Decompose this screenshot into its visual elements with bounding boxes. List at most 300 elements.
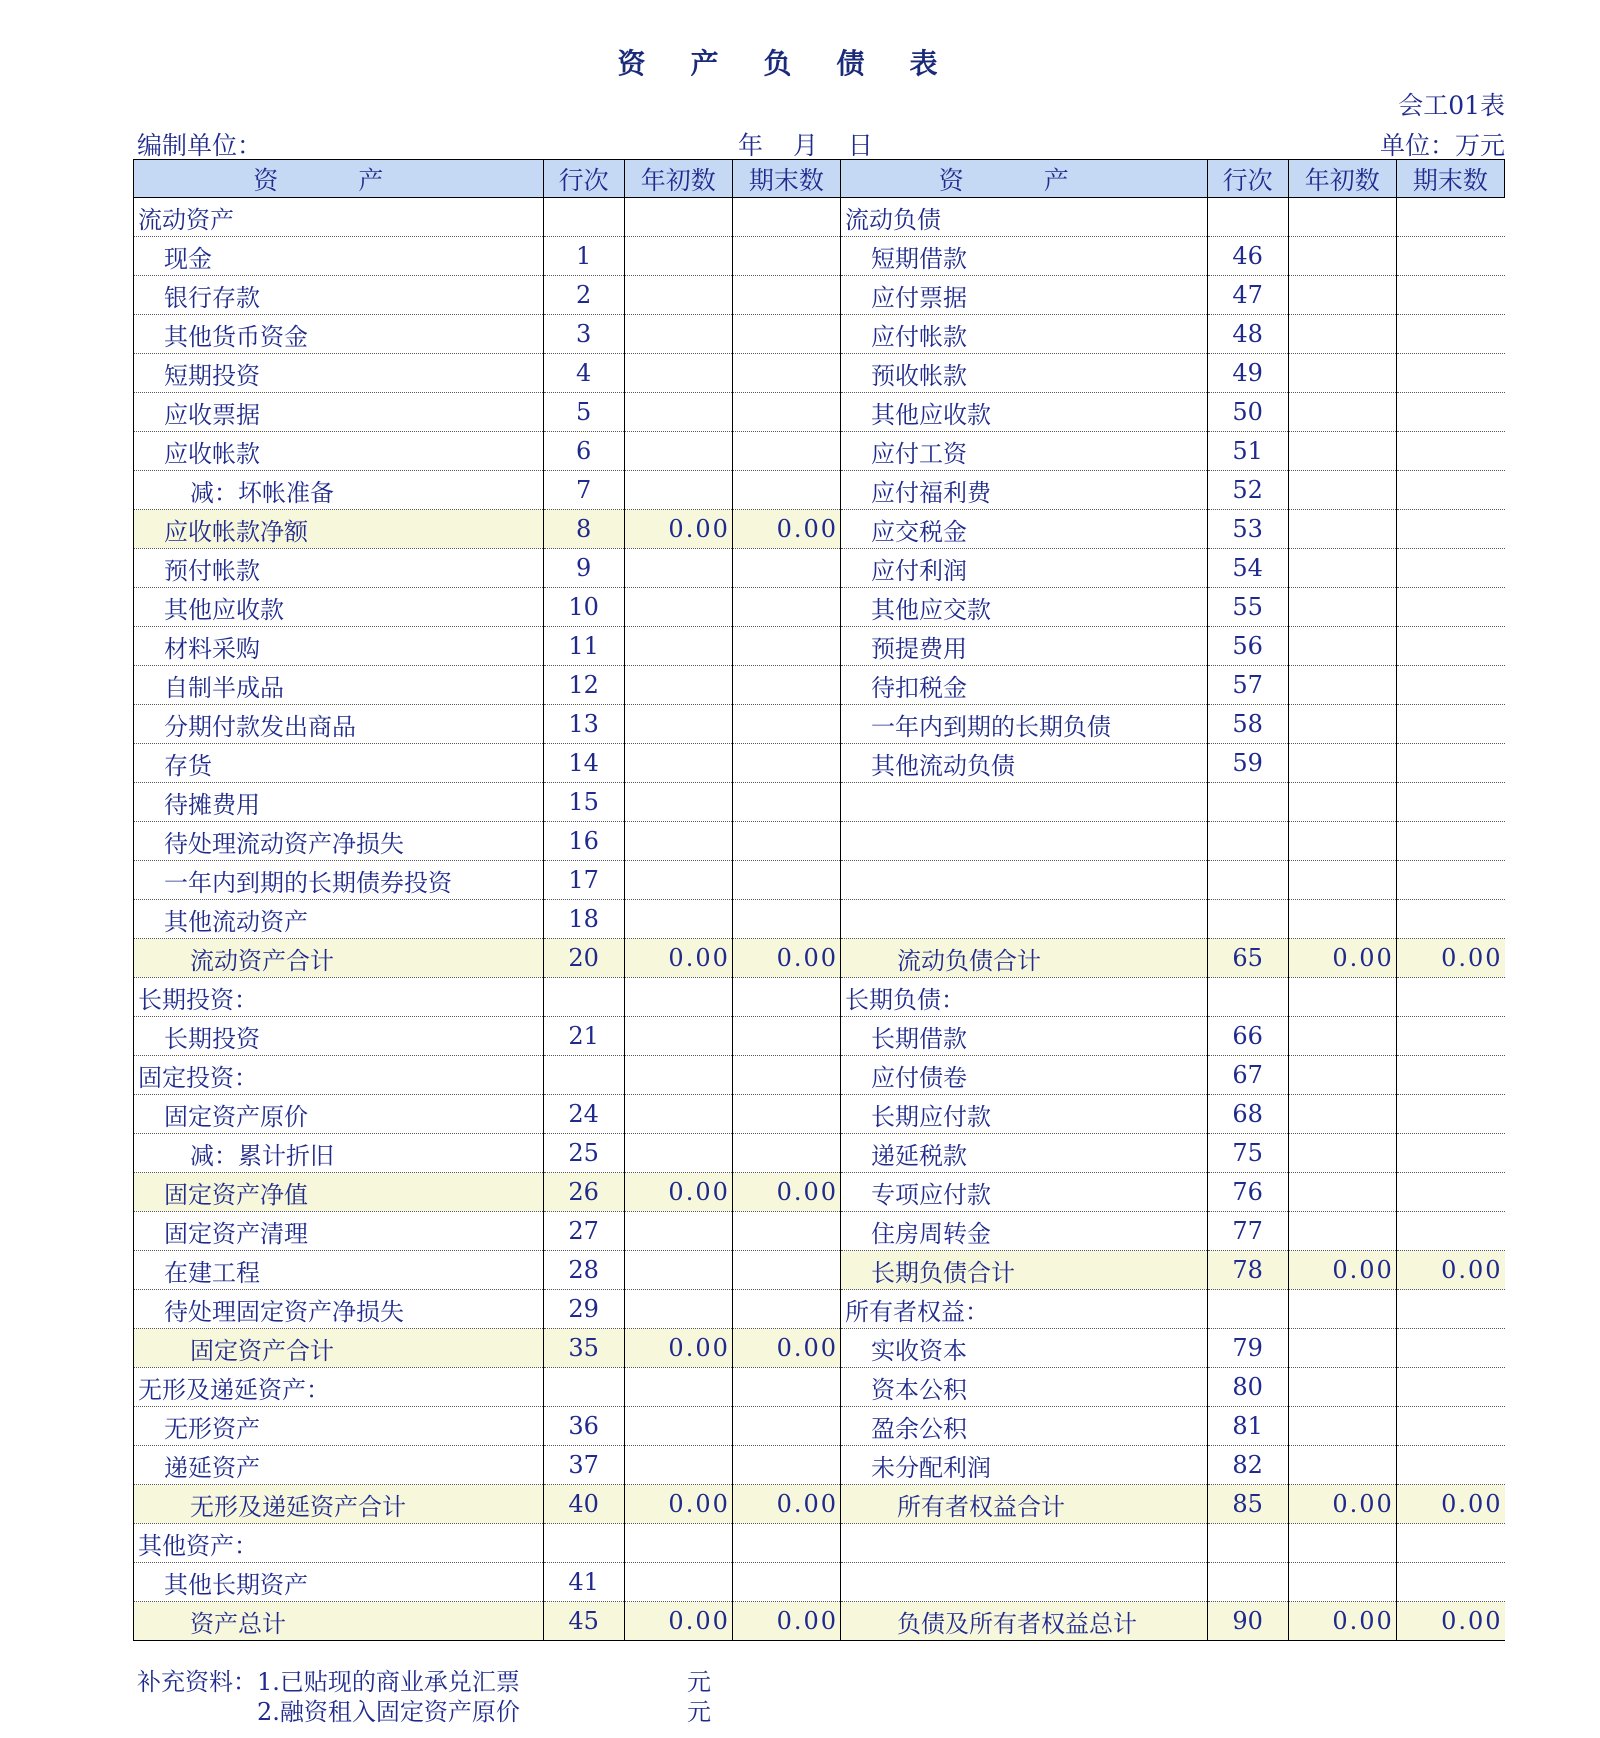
left-begin-amount[interactable] bbox=[624, 393, 732, 432]
right-line-no: 77 bbox=[1207, 1212, 1288, 1251]
left-line-no bbox=[543, 978, 624, 1017]
right-end-amount[interactable] bbox=[1396, 861, 1504, 900]
left-end-amount[interactable] bbox=[732, 588, 840, 627]
right-end-amount[interactable] bbox=[1396, 1173, 1504, 1212]
left-begin-amount[interactable] bbox=[624, 900, 732, 939]
left-begin-amount[interactable] bbox=[624, 276, 732, 315]
right-begin-amount[interactable] bbox=[1288, 705, 1396, 744]
left-end-amount[interactable] bbox=[732, 1290, 840, 1329]
right-item-name: 长期负债合计 bbox=[841, 1251, 1208, 1290]
left-end-amount[interactable] bbox=[732, 315, 840, 354]
left-begin-amount[interactable] bbox=[624, 783, 732, 822]
left-item-name: 固定投资： bbox=[134, 1056, 544, 1095]
right-begin-amount[interactable] bbox=[1288, 861, 1396, 900]
left-item-name: 递延资产 bbox=[134, 1446, 544, 1485]
left-end-amount[interactable] bbox=[732, 744, 840, 783]
right-begin-amount[interactable] bbox=[1288, 822, 1396, 861]
left-end-amount[interactable] bbox=[732, 1251, 840, 1290]
left-line-no: 45 bbox=[543, 1602, 624, 1641]
left-begin-amount[interactable] bbox=[624, 237, 732, 276]
right-line-no: 68 bbox=[1207, 1095, 1288, 1134]
left-item-name: 减：坏帐准备 bbox=[134, 471, 544, 510]
left-begin-amount[interactable] bbox=[624, 1251, 732, 1290]
left-begin-amount[interactable] bbox=[624, 1134, 732, 1173]
left-begin-amount[interactable]: 0.00 bbox=[624, 1173, 732, 1212]
right-line-no: 78 bbox=[1207, 1251, 1288, 1290]
left-item-name: 分期付款发出商品 bbox=[134, 705, 544, 744]
right-item-name: 应付帐款 bbox=[841, 315, 1208, 354]
right-end-amount[interactable]: 0.00 bbox=[1396, 1251, 1504, 1290]
left-end-amount[interactable] bbox=[732, 900, 840, 939]
right-begin-amount[interactable] bbox=[1288, 1212, 1396, 1251]
left-line-no: 14 bbox=[543, 744, 624, 783]
right-item-name bbox=[841, 822, 1208, 861]
right-end-amount[interactable] bbox=[1396, 276, 1504, 315]
left-end-amount[interactable] bbox=[732, 1212, 840, 1251]
supplement-label: 补充资料： bbox=[137, 1668, 257, 1696]
left-item-name: 银行存款 bbox=[134, 276, 544, 315]
right-item-name bbox=[841, 783, 1208, 822]
right-end-amount[interactable] bbox=[1396, 978, 1504, 1017]
right-end-amount[interactable] bbox=[1396, 744, 1504, 783]
left-end-amount[interactable] bbox=[732, 705, 840, 744]
table-row bbox=[134, 276, 1505, 315]
left-item-name: 长期投资 bbox=[134, 1017, 544, 1056]
date-label: 年 月 日 bbox=[738, 131, 873, 160]
right-line-no: 47 bbox=[1207, 276, 1288, 315]
left-begin-amount[interactable] bbox=[624, 1212, 732, 1251]
table-row bbox=[134, 1524, 1505, 1563]
left-end-amount[interactable] bbox=[732, 1134, 840, 1173]
table-row bbox=[134, 1134, 1505, 1173]
left-item-name: 待处理流动资产净损失 bbox=[134, 822, 544, 861]
left-line-no: 5 bbox=[543, 393, 624, 432]
right-end-amount[interactable] bbox=[1396, 1563, 1504, 1602]
table-row bbox=[134, 1446, 1505, 1485]
right-end-amount[interactable] bbox=[1396, 354, 1504, 393]
left-end-amount[interactable] bbox=[732, 1563, 840, 1602]
left-item-name: 应收帐款净额 bbox=[134, 510, 544, 549]
right-item-name: 长期负债： bbox=[841, 978, 1208, 1017]
right-begin-amount[interactable] bbox=[1288, 1563, 1396, 1602]
left-begin-amount[interactable] bbox=[624, 1056, 732, 1095]
left-line-no: 41 bbox=[543, 1563, 624, 1602]
left-begin-amount[interactable] bbox=[624, 978, 732, 1017]
left-item-name: 减：累计折旧 bbox=[134, 1134, 544, 1173]
right-line-no: 53 bbox=[1207, 510, 1288, 549]
left-end-amount[interactable]: 0.00 bbox=[732, 1485, 840, 1524]
left-end-amount[interactable] bbox=[732, 666, 840, 705]
left-end-amount[interactable] bbox=[732, 1407, 840, 1446]
right-line-no: 75 bbox=[1207, 1134, 1288, 1173]
right-item-name bbox=[841, 1524, 1208, 1563]
right-begin-amount[interactable] bbox=[1288, 783, 1396, 822]
supplement-item-text: 1.已贴现的商业承兑汇票 bbox=[257, 1668, 520, 1696]
left-item-name: 固定资产清理 bbox=[134, 1212, 544, 1251]
right-item-name: 长期应付款 bbox=[841, 1095, 1208, 1134]
table-row bbox=[134, 198, 1505, 237]
right-end-amount[interactable] bbox=[1396, 1056, 1504, 1095]
right-begin-amount[interactable]: 0.00 bbox=[1288, 1251, 1396, 1290]
left-begin-amount[interactable] bbox=[624, 315, 732, 354]
table-row bbox=[134, 822, 1505, 861]
table-row bbox=[134, 900, 1505, 939]
right-line-no bbox=[1207, 1524, 1288, 1563]
right-end-amount[interactable] bbox=[1396, 432, 1504, 471]
right-line-no: 52 bbox=[1207, 471, 1288, 510]
right-end-amount[interactable] bbox=[1396, 1290, 1504, 1329]
table-row bbox=[134, 1485, 1505, 1524]
left-item-name: 自制半成品 bbox=[134, 666, 544, 705]
table-row bbox=[134, 1251, 1505, 1290]
right-begin-amount[interactable] bbox=[1288, 276, 1396, 315]
right-begin-amount[interactable] bbox=[1288, 900, 1396, 939]
left-item-name: 长期投资： bbox=[134, 978, 544, 1017]
right-item-name: 应付工资 bbox=[841, 432, 1208, 471]
right-item-name: 专项应付款 bbox=[841, 1173, 1208, 1212]
left-begin-amount[interactable]: 0.00 bbox=[624, 1485, 732, 1524]
left-begin-amount[interactable] bbox=[624, 1563, 732, 1602]
right-begin-amount[interactable] bbox=[1288, 978, 1396, 1017]
right-item-name: 其他应收款 bbox=[841, 393, 1208, 432]
left-begin-amount[interactable] bbox=[624, 861, 732, 900]
left-end-amount[interactable] bbox=[732, 822, 840, 861]
right-item-name: 待扣税金 bbox=[841, 666, 1208, 705]
right-item-name: 住房周转金 bbox=[841, 1212, 1208, 1251]
left-begin-amount[interactable] bbox=[624, 627, 732, 666]
right-item-name: 盈余公积 bbox=[841, 1407, 1208, 1446]
right-line-no bbox=[1207, 1563, 1288, 1602]
right-end-amount[interactable] bbox=[1396, 1407, 1504, 1446]
right-end-amount[interactable] bbox=[1396, 237, 1504, 276]
left-end-amount[interactable] bbox=[732, 1095, 840, 1134]
left-end-amount[interactable] bbox=[732, 354, 840, 393]
right-begin-amount[interactable]: 0.00 bbox=[1288, 939, 1396, 978]
left-line-no bbox=[543, 198, 624, 237]
right-item-name: 流动负债合计 bbox=[841, 939, 1208, 978]
header-liabilities: 资产 bbox=[841, 160, 1208, 198]
left-begin-amount[interactable]: 0.00 bbox=[624, 510, 732, 549]
page-title: 资产负债表 bbox=[617, 47, 983, 80]
table-row bbox=[134, 666, 1505, 705]
table-row bbox=[134, 705, 1505, 744]
left-end-amount[interactable] bbox=[732, 432, 840, 471]
left-item-name: 待处理固定资产净损失 bbox=[134, 1290, 544, 1329]
supplement-item-text: 2.融资租入固定资产原价 bbox=[257, 1698, 520, 1726]
left-item-name: 资产总计 bbox=[134, 1602, 544, 1641]
left-end-amount[interactable]: 0.00 bbox=[732, 510, 840, 549]
right-end-amount[interactable] bbox=[1396, 1368, 1504, 1407]
right-line-no: 82 bbox=[1207, 1446, 1288, 1485]
right-item-name bbox=[841, 1563, 1208, 1602]
left-line-no: 27 bbox=[543, 1212, 624, 1251]
supplement-item-unit: 元 bbox=[687, 1698, 711, 1726]
left-begin-amount[interactable] bbox=[624, 666, 732, 705]
right-begin-amount[interactable] bbox=[1288, 666, 1396, 705]
preparing-unit-label: 编制单位： bbox=[137, 131, 263, 160]
right-begin-amount[interactable] bbox=[1288, 1134, 1396, 1173]
right-end-amount[interactable] bbox=[1396, 315, 1504, 354]
left-line-no: 12 bbox=[543, 666, 624, 705]
left-line-no: 2 bbox=[543, 276, 624, 315]
left-end-amount[interactable]: 0.00 bbox=[732, 939, 840, 978]
table-row bbox=[134, 510, 1505, 549]
balance-sheet-table bbox=[133, 159, 1505, 1641]
table-row bbox=[134, 588, 1505, 627]
left-begin-amount[interactable] bbox=[624, 549, 732, 588]
left-end-amount[interactable] bbox=[732, 1017, 840, 1056]
table-row bbox=[134, 783, 1505, 822]
right-end-amount[interactable] bbox=[1396, 198, 1504, 237]
right-end-amount[interactable] bbox=[1396, 1017, 1504, 1056]
left-end-amount[interactable] bbox=[732, 1056, 840, 1095]
right-begin-amount[interactable] bbox=[1288, 1056, 1396, 1095]
right-item-name: 一年内到期的长期负债 bbox=[841, 705, 1208, 744]
right-line-no: 59 bbox=[1207, 744, 1288, 783]
right-begin-amount[interactable] bbox=[1288, 1017, 1396, 1056]
right-end-amount[interactable] bbox=[1396, 627, 1504, 666]
left-end-amount[interactable] bbox=[732, 1368, 840, 1407]
left-line-no: 17 bbox=[543, 861, 624, 900]
right-end-amount[interactable] bbox=[1396, 1095, 1504, 1134]
left-line-no: 35 bbox=[543, 1329, 624, 1368]
right-line-no: 50 bbox=[1207, 393, 1288, 432]
right-item-name: 应付利润 bbox=[841, 549, 1208, 588]
right-begin-amount[interactable] bbox=[1288, 432, 1396, 471]
right-begin-amount[interactable] bbox=[1288, 237, 1396, 276]
right-item-name: 其他应交款 bbox=[841, 588, 1208, 627]
left-begin-amount[interactable] bbox=[624, 471, 732, 510]
right-line-no bbox=[1207, 978, 1288, 1017]
right-end-amount[interactable] bbox=[1396, 510, 1504, 549]
left-item-name: 短期投资 bbox=[134, 354, 544, 393]
left-end-amount[interactable] bbox=[732, 393, 840, 432]
header-begin-right: 年初数 bbox=[1288, 160, 1396, 198]
right-end-amount[interactable] bbox=[1396, 783, 1504, 822]
left-begin-amount[interactable] bbox=[624, 1095, 732, 1134]
left-end-amount[interactable]: 0.00 bbox=[732, 1602, 840, 1641]
money-unit-label: 单位：万元 bbox=[1379, 131, 1505, 160]
right-item-name bbox=[841, 900, 1208, 939]
table-body bbox=[134, 198, 1505, 1641]
right-begin-amount[interactable] bbox=[1288, 510, 1396, 549]
left-line-no: 13 bbox=[543, 705, 624, 744]
right-end-amount[interactable] bbox=[1396, 393, 1504, 432]
table-row bbox=[134, 1095, 1505, 1134]
right-begin-amount[interactable] bbox=[1288, 315, 1396, 354]
left-line-no: 18 bbox=[543, 900, 624, 939]
right-line-no: 55 bbox=[1207, 588, 1288, 627]
right-line-no: 90 bbox=[1207, 1602, 1288, 1641]
right-line-no: 66 bbox=[1207, 1017, 1288, 1056]
left-begin-amount[interactable] bbox=[624, 198, 732, 237]
right-begin-amount[interactable] bbox=[1288, 1095, 1396, 1134]
left-begin-amount[interactable] bbox=[624, 1407, 732, 1446]
left-end-amount[interactable] bbox=[732, 549, 840, 588]
right-end-amount[interactable] bbox=[1396, 549, 1504, 588]
right-line-no: 56 bbox=[1207, 627, 1288, 666]
left-end-amount[interactable] bbox=[732, 861, 840, 900]
right-line-no bbox=[1207, 900, 1288, 939]
table-row bbox=[134, 393, 1505, 432]
table-row bbox=[134, 1329, 1505, 1368]
table-row bbox=[134, 432, 1505, 471]
right-item-name: 负债及所有者权益总计 bbox=[841, 1602, 1208, 1641]
left-end-amount[interactable] bbox=[732, 783, 840, 822]
right-begin-amount[interactable] bbox=[1288, 1329, 1396, 1368]
right-end-amount[interactable] bbox=[1396, 1446, 1504, 1485]
right-begin-amount[interactable] bbox=[1288, 588, 1396, 627]
header-end-right: 期末数 bbox=[1396, 160, 1504, 198]
left-end-amount[interactable] bbox=[732, 198, 840, 237]
left-line-no: 3 bbox=[543, 315, 624, 354]
left-item-name: 固定资产净值 bbox=[134, 1173, 544, 1212]
right-item-name: 短期借款 bbox=[841, 237, 1208, 276]
left-line-no: 9 bbox=[543, 549, 624, 588]
right-end-amount[interactable]: 0.00 bbox=[1396, 939, 1504, 978]
right-item-name: 应付票据 bbox=[841, 276, 1208, 315]
left-item-name: 待摊费用 bbox=[134, 783, 544, 822]
left-line-no: 24 bbox=[543, 1095, 624, 1134]
table-row bbox=[134, 627, 1505, 666]
right-begin-amount[interactable] bbox=[1288, 1173, 1396, 1212]
right-end-amount[interactable] bbox=[1396, 471, 1504, 510]
right-end-amount[interactable] bbox=[1396, 822, 1504, 861]
right-begin-amount[interactable]: 0.00 bbox=[1288, 1485, 1396, 1524]
right-line-no bbox=[1207, 198, 1288, 237]
left-item-name: 现金 bbox=[134, 237, 544, 276]
left-begin-amount[interactable] bbox=[624, 1368, 732, 1407]
left-line-no: 16 bbox=[543, 822, 624, 861]
right-item-name: 应交税金 bbox=[841, 510, 1208, 549]
left-begin-amount[interactable] bbox=[624, 705, 732, 744]
right-begin-amount[interactable]: 0.00 bbox=[1288, 1602, 1396, 1641]
right-begin-amount[interactable] bbox=[1288, 393, 1396, 432]
left-line-no: 36 bbox=[543, 1407, 624, 1446]
right-end-amount[interactable] bbox=[1396, 900, 1504, 939]
right-begin-amount[interactable] bbox=[1288, 1446, 1396, 1485]
right-begin-amount[interactable] bbox=[1288, 1368, 1396, 1407]
right-line-no: 79 bbox=[1207, 1329, 1288, 1368]
left-begin-amount[interactable] bbox=[624, 1446, 732, 1485]
table-row bbox=[134, 354, 1505, 393]
right-item-name: 资本公积 bbox=[841, 1368, 1208, 1407]
right-end-amount[interactable]: 0.00 bbox=[1396, 1602, 1504, 1641]
supplement-item-unit: 元 bbox=[687, 1668, 711, 1696]
left-line-no: 37 bbox=[543, 1446, 624, 1485]
right-begin-amount[interactable] bbox=[1288, 1524, 1396, 1563]
left-line-no: 40 bbox=[543, 1485, 624, 1524]
left-end-amount[interactable] bbox=[732, 627, 840, 666]
table-row bbox=[134, 744, 1505, 783]
left-begin-amount[interactable] bbox=[624, 588, 732, 627]
right-item-name: 应付债卷 bbox=[841, 1056, 1208, 1095]
left-line-no: 28 bbox=[543, 1251, 624, 1290]
left-item-name: 无形资产 bbox=[134, 1407, 544, 1446]
left-end-amount[interactable] bbox=[732, 1446, 840, 1485]
left-begin-amount[interactable] bbox=[624, 354, 732, 393]
right-item-name: 所有者权益： bbox=[841, 1290, 1208, 1329]
left-begin-amount[interactable]: 0.00 bbox=[624, 939, 732, 978]
left-end-amount[interactable] bbox=[732, 471, 840, 510]
right-begin-amount[interactable] bbox=[1288, 1407, 1396, 1446]
left-end-amount[interactable]: 0.00 bbox=[732, 1329, 840, 1368]
left-line-no: 6 bbox=[543, 432, 624, 471]
right-begin-amount[interactable] bbox=[1288, 198, 1396, 237]
left-line-no: 1 bbox=[543, 237, 624, 276]
table-row bbox=[134, 1290, 1505, 1329]
table-row bbox=[134, 1563, 1505, 1602]
left-begin-amount[interactable]: 0.00 bbox=[624, 1329, 732, 1368]
left-begin-amount[interactable] bbox=[624, 822, 732, 861]
right-item-name: 应付福利费 bbox=[841, 471, 1208, 510]
left-end-amount[interactable]: 0.00 bbox=[732, 1173, 840, 1212]
left-item-name: 固定资产原价 bbox=[134, 1095, 544, 1134]
left-begin-amount[interactable] bbox=[624, 1017, 732, 1056]
table-row bbox=[134, 1368, 1505, 1407]
right-end-amount[interactable]: 0.00 bbox=[1396, 1485, 1504, 1524]
left-line-no bbox=[543, 1524, 624, 1563]
left-line-no: 29 bbox=[543, 1290, 624, 1329]
right-end-amount[interactable] bbox=[1396, 1524, 1504, 1563]
left-line-no: 25 bbox=[543, 1134, 624, 1173]
left-end-amount[interactable] bbox=[732, 276, 840, 315]
left-item-name: 其他流动资产 bbox=[134, 900, 544, 939]
table-row bbox=[134, 978, 1505, 1017]
right-end-amount[interactable] bbox=[1396, 666, 1504, 705]
right-begin-amount[interactable] bbox=[1288, 744, 1396, 783]
right-line-no: 49 bbox=[1207, 354, 1288, 393]
right-begin-amount[interactable] bbox=[1288, 1290, 1396, 1329]
left-end-amount[interactable] bbox=[732, 1524, 840, 1563]
left-begin-amount[interactable] bbox=[624, 432, 732, 471]
left-line-no: 26 bbox=[543, 1173, 624, 1212]
right-end-amount[interactable] bbox=[1396, 1212, 1504, 1251]
right-line-no: 81 bbox=[1207, 1407, 1288, 1446]
header-line-no-right: 行次 bbox=[1207, 160, 1288, 198]
right-item-name: 实收资本 bbox=[841, 1329, 1208, 1368]
right-line-no bbox=[1207, 861, 1288, 900]
right-end-amount[interactable] bbox=[1396, 1329, 1504, 1368]
right-item-name: 长期借款 bbox=[841, 1017, 1208, 1056]
right-line-no: 67 bbox=[1207, 1056, 1288, 1095]
right-begin-amount[interactable] bbox=[1288, 627, 1396, 666]
right-line-no bbox=[1207, 822, 1288, 861]
right-line-no bbox=[1207, 783, 1288, 822]
right-end-amount[interactable] bbox=[1396, 1134, 1504, 1173]
right-line-no: 48 bbox=[1207, 315, 1288, 354]
right-item-name: 流动负债 bbox=[841, 198, 1208, 237]
left-begin-amount[interactable] bbox=[624, 1524, 732, 1563]
table-row bbox=[134, 1017, 1505, 1056]
right-end-amount[interactable] bbox=[1396, 588, 1504, 627]
header-begin: 年初数 bbox=[624, 160, 732, 198]
right-begin-amount[interactable] bbox=[1288, 549, 1396, 588]
right-line-no: 57 bbox=[1207, 666, 1288, 705]
left-line-no: 7 bbox=[543, 471, 624, 510]
right-begin-amount[interactable] bbox=[1288, 471, 1396, 510]
left-item-name: 材料采购 bbox=[134, 627, 544, 666]
left-end-amount[interactable] bbox=[732, 237, 840, 276]
left-line-no: 20 bbox=[543, 939, 624, 978]
header-assets: 资产 bbox=[134, 160, 544, 198]
left-begin-amount[interactable] bbox=[624, 1290, 732, 1329]
left-begin-amount[interactable] bbox=[624, 744, 732, 783]
left-begin-amount[interactable]: 0.00 bbox=[624, 1602, 732, 1641]
right-begin-amount[interactable] bbox=[1288, 354, 1396, 393]
left-end-amount[interactable] bbox=[732, 978, 840, 1017]
right-end-amount[interactable] bbox=[1396, 705, 1504, 744]
